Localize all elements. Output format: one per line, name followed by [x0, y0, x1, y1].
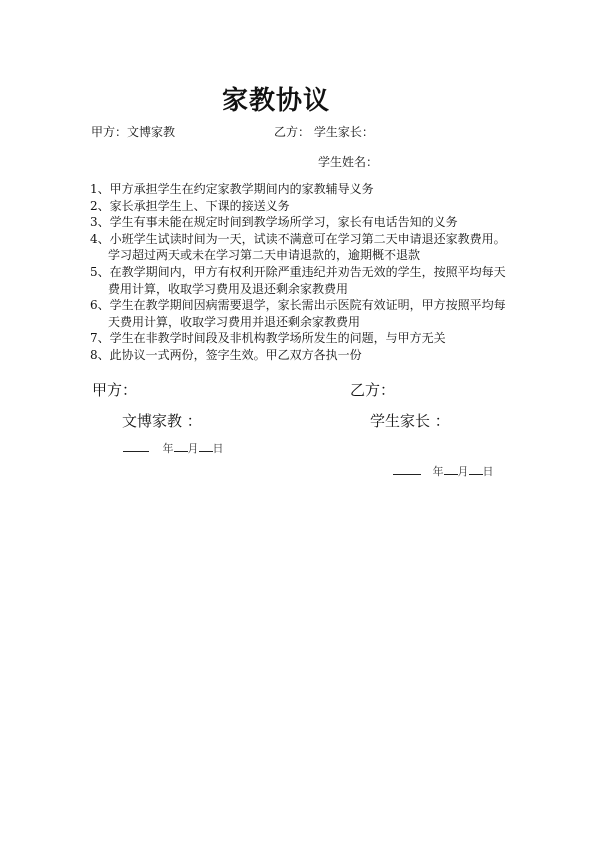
clause-item: [90, 264, 530, 297]
day-blank: [199, 441, 213, 452]
party-a-line: 甲方：文博家教: [91, 125, 176, 139]
clause-text: 1、甲方承担学生在约定家教学期间内的家教辅导义务: [90, 182, 374, 196]
clause-text: 6、学生在教学期间因病需要退学，家长需出示医院有效证明，甲方按照平均每: [90, 298, 506, 313]
day-label: 日: [482, 465, 494, 478]
clause-text: 7、学生在非教学时间段及非机构教学场所发生的问题，与甲方无关: [90, 331, 446, 346]
year-blank: [123, 441, 149, 452]
clause-text: 4、小班学生试读时间为一天，试读不满意可在学习第二天申请退还家教费用。: [90, 231, 506, 246]
signature-party-a-name: 文博家教 ：: [122, 412, 202, 430]
signature-party-a-label: 甲方：: [92, 381, 138, 399]
year-label: 年: [162, 442, 174, 455]
student-name-line: 学生姓名：: [318, 155, 379, 169]
clause-text: 8、此协议一式两份，签字生效。甲乙双方各执一份: [90, 347, 362, 362]
clause-item: [90, 214, 530, 231]
clause-text-continued: 学习超过两天或未在学习第二天申请退款的，逾期概不退款: [108, 248, 421, 263]
month-label: 月: [187, 442, 199, 455]
signature-party-b-label: 乙方：: [350, 381, 396, 399]
party-b-date: [393, 463, 494, 479]
clause-text: 5、在教学期间内，甲方有权利开除严重违纪并劝告无效的学生，按照平均每天: [90, 264, 506, 279]
clause-item: [90, 297, 530, 330]
month-blank: [444, 464, 458, 475]
clause-item: [90, 231, 530, 264]
day-blank: [469, 464, 483, 475]
clause-item: [90, 198, 530, 215]
clause-item: [90, 330, 530, 347]
party-a-date: [123, 440, 224, 456]
clause-item: [90, 347, 530, 364]
day-label: 日: [212, 442, 224, 455]
clause-text: 3、学生有事未能在规定时间到教学场所学习，家长有电话告知的义务: [90, 215, 458, 230]
clause-text: 2、家长承担学生上、下课的接送义务: [90, 198, 290, 213]
signature-party-b-name: 学生家长 ：: [370, 412, 450, 430]
clause-text-continued: 天费用计算，收取学习费用并退还剩余家教费用: [108, 314, 361, 329]
clause-item: [90, 181, 530, 198]
clause-list: [90, 181, 530, 364]
party-b-line: 乙方： 学生家长：: [274, 125, 374, 139]
page-title: 家教协议: [222, 86, 331, 116]
month-label: 月: [457, 465, 469, 478]
year-blank: [393, 464, 421, 475]
clause-text-continued: 费用计算，收取学习费用及退还剩余家教费用: [108, 281, 349, 296]
month-blank: [174, 441, 188, 452]
year-label: 年: [432, 465, 444, 478]
